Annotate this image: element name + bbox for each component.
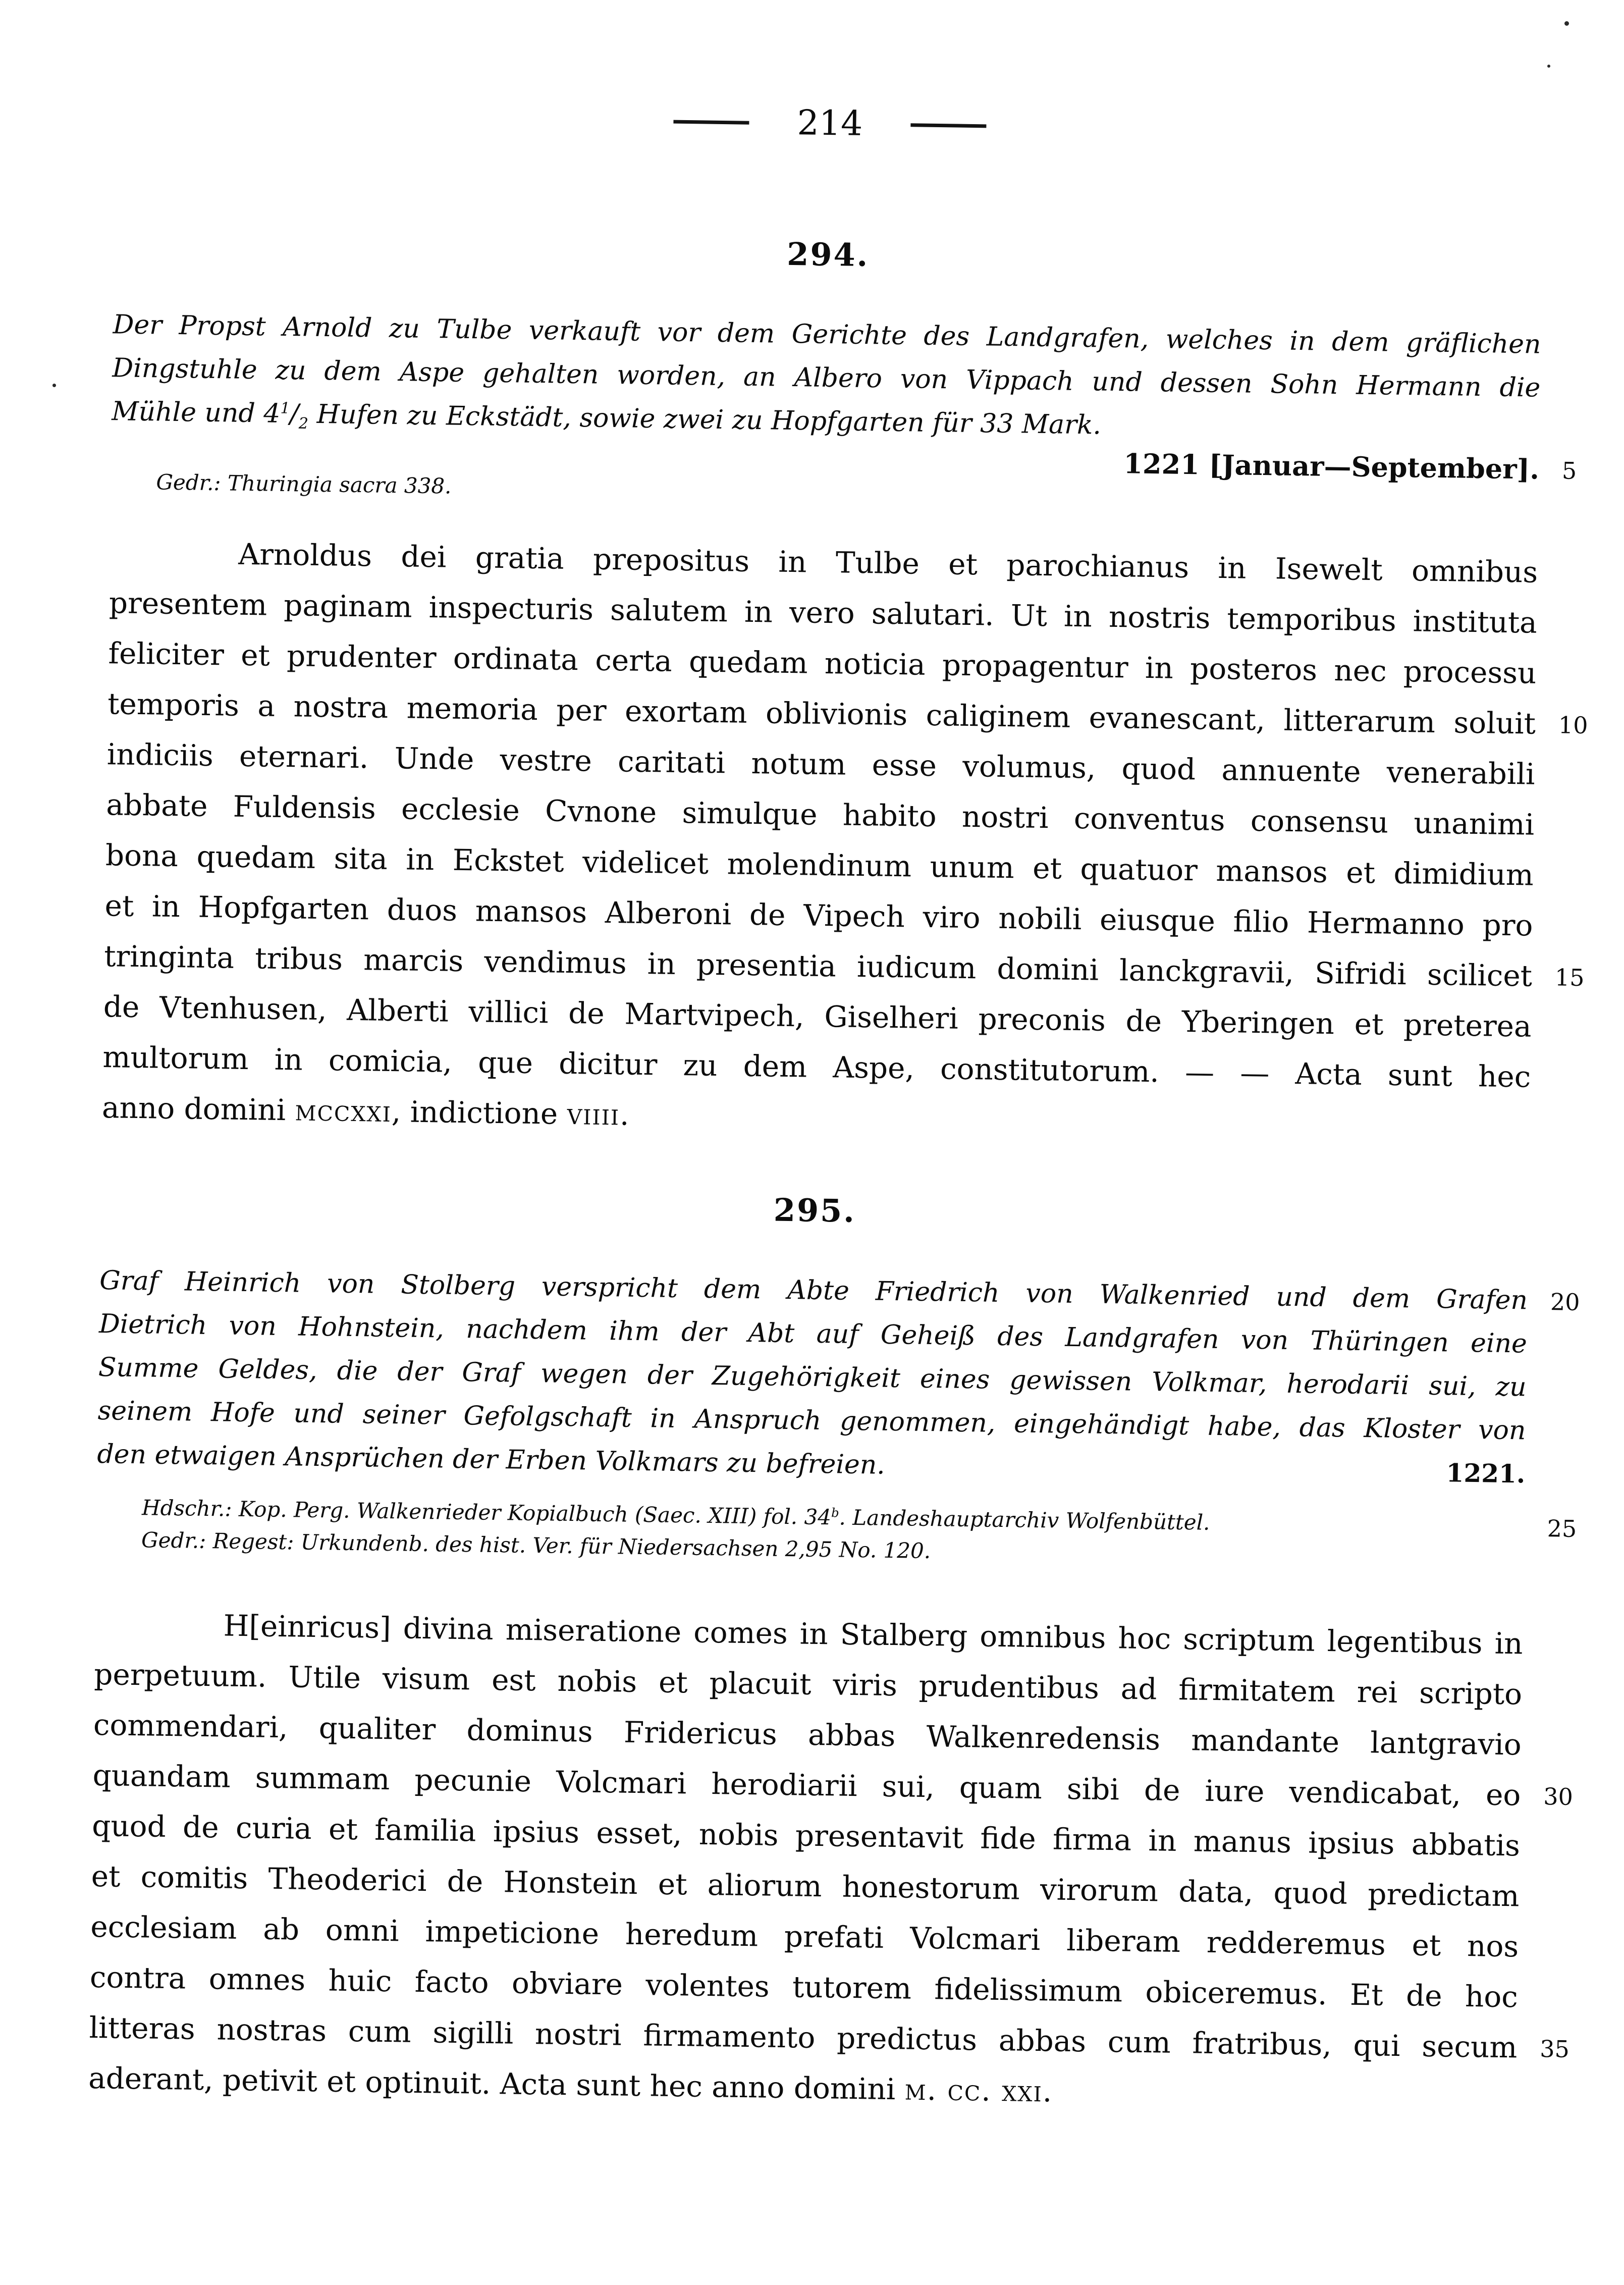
text-segment: feliciter et prudenter ordinata certa quedam noticia propagentur in posteros nec processu bbox=[108, 636, 1537, 690]
text-segment: contra omnes huic facto obviare volentes tutorem fidelissimum obiceremus. Et de hoc bbox=[89, 1959, 1519, 2014]
text-segment: litteras nostras cum sigilli nostri firmamento predictus abbas cum fratribus, qui secum bbox=[89, 2010, 1518, 2065]
text-segment: 2 bbox=[298, 414, 309, 433]
line-number: 20 bbox=[1550, 1288, 1580, 1316]
text-segment: et comitis Theoderici de Honstein et aliorum honestorum virorum data, quod predictam bbox=[91, 1858, 1520, 1914]
entry-summary bbox=[97, 1259, 1580, 1496]
text-segment: presentem paginam inspecturis salutem in vero salutari. Ut in nostris temporibus instituta bbox=[109, 586, 1538, 640]
text-segment: Der Propst Arnold zu Tulbe verkauft vor dem Gerichte des Landgrafen, welches in dem gräflichen bbox=[113, 309, 1541, 360]
line-number: 30 bbox=[1543, 1783, 1574, 1811]
text-segment: Summe Geldes, die der Graf wegen der Zugehörigkeit eines gewissen Volkmar, herodarii sui, zu bbox=[98, 1352, 1527, 1403]
scan-speck bbox=[1547, 65, 1550, 68]
text-segment: Gedr.: Regest: Urkundenb. des hist. Ver. für Niedersachsen 2,95 No. 120. bbox=[141, 1527, 931, 1564]
entry bbox=[101, 225, 1588, 1152]
text-segment: Mühle und 4 bbox=[111, 396, 281, 429]
text-segment: seinem Hofe und seiner Gefolgschaft in Anspruch genommen, eingehändigt habe, das Kloster von bbox=[97, 1395, 1526, 1446]
text-segment: . Landeshauptarchiv Wolfenbüttel. bbox=[839, 1505, 1210, 1535]
line-number: 25 bbox=[1547, 1515, 1577, 1543]
page-number: 214 bbox=[796, 103, 863, 144]
text-segment: bona quedam sita in Eckstet videlicet molendinum unum et quatuor mansos et dimidium bbox=[105, 838, 1534, 892]
text-segment: Hdschr.: Kop. Perg. Walkenrieder Kopialbuch (Saec. XIII) fol. 34 bbox=[141, 1495, 832, 1530]
text-segment: viiii bbox=[567, 1096, 620, 1132]
text-segment: Arnoldus dei gratia prepositus in Tulbe et parochianus in Isewelt omnibus bbox=[238, 537, 1538, 590]
text-segment: . bbox=[1042, 2074, 1052, 2109]
text-segment: Graf Heinrich von Stolberg verspricht dem Abte Friedrich von Walkenried und dem Grafen bbox=[99, 1265, 1528, 1316]
text-segment: abbate Fuldensis ecclesie Cvnone simulque habito nostri conventus consensu unanimi bbox=[105, 787, 1535, 842]
text-segment: multorum in comicia, que dicitur zu dem Aspe, constitutorum. — — Acta sunt hec bbox=[102, 1040, 1531, 1094]
line-number: 15 bbox=[1554, 964, 1585, 992]
text-segment: / bbox=[290, 399, 299, 430]
text-segment: indiciis eternari. Unde vestre caritati notum esse volumus, quod annuente venerabili bbox=[106, 737, 1536, 791]
text-segment: commendari, qualiter dominus Fridericus abbas Walkenredensis mandante lantgravio bbox=[93, 1707, 1522, 1762]
text-segment: Hufen zu Eckstädt, sowie zwei zu Hopfgarten für 33 Mark. bbox=[308, 399, 1102, 441]
header-rule-right bbox=[910, 123, 986, 128]
text-segment: , indictione bbox=[391, 1094, 568, 1131]
text-segment: den etwaigen Ansprüchen der Erben Volkmars zu befreien. bbox=[97, 1439, 886, 1480]
text-segment: tringinta tribus marcis vendimus in presentia iudicum domini lanckgravii, Sifridi scilicet bbox=[103, 939, 1533, 993]
text-segment: Dingstuhle zu dem Aspe gehalten worden, an Albero von Vippach und dessen Sohn Hermann die bbox=[112, 353, 1541, 403]
line-number: 10 bbox=[1558, 711, 1588, 739]
text-segment: quod de curia et familia ipsius esset, nobis presentavit fide firma in manus ipsius abbatis bbox=[91, 1808, 1521, 1863]
text-segment: anno domini bbox=[101, 1090, 296, 1128]
text-segment: quandam summam pecunie Volcmari herodiarii sui, quam sibi de iure vendicabat, eo bbox=[92, 1758, 1521, 1813]
scan-speck bbox=[1564, 21, 1569, 26]
line-number: 35 bbox=[1539, 2035, 1570, 2063]
text-segment: 1 bbox=[280, 399, 290, 417]
entry-body bbox=[101, 527, 1588, 1152]
entry-summary bbox=[112, 303, 1541, 453]
header-rule-left bbox=[674, 120, 749, 124]
page-header bbox=[116, 93, 1544, 154]
text-segment: de Vtenhusen, Alberti villici de Martvipech, Giselheri preconis de Yberingen et preterea bbox=[103, 989, 1532, 1044]
text-segment: aderant, petivit et optinuit. Acta sunt hec anno domini bbox=[88, 2060, 905, 2107]
text-segment: perpetuum. Utile visum est nobis et placuit viris prudentibus ad firmitatem rei scripto bbox=[93, 1657, 1523, 1712]
text-segment: m. cc. xxi bbox=[904, 2072, 1043, 2109]
entry-number: 295. bbox=[773, 1191, 856, 1230]
entry-date: 1221. bbox=[1446, 1458, 1526, 1489]
text-segment: . bbox=[619, 1097, 630, 1132]
entry bbox=[88, 1181, 1580, 2123]
text-segment: Gedr.: Thuringia sacra 338. bbox=[156, 469, 452, 499]
text-segment: b bbox=[831, 1505, 839, 1520]
scan-speck bbox=[52, 384, 56, 387]
text-segment: ecclesiam ab omni impeticione heredum prefati Volcmari liberam redderemus et nos bbox=[90, 1909, 1519, 1964]
line-number: 5 bbox=[1561, 457, 1577, 485]
text-segment: et in Hopfgarten duos mansos Alberoni de Vipech viro nobili eiusque filio Hermanno pro bbox=[104, 888, 1533, 943]
entries bbox=[88, 225, 1588, 2123]
entry-refs bbox=[96, 1491, 1577, 1576]
text-segment: mccxxi bbox=[295, 1093, 392, 1129]
text-segment: temporis a nostra memoria per exortam oblivionis caliginem evanescant, litterarum soluit bbox=[107, 686, 1536, 741]
entry-date: 1221 [Januar—September]. bbox=[1123, 447, 1540, 486]
page-content bbox=[88, 93, 1588, 2123]
text-segment: H[einricus] divina miseratione comes in Stalberg omnibus hoc scriptum legentibus in bbox=[223, 1608, 1524, 1661]
entry-number: 294. bbox=[786, 235, 870, 274]
entry-body bbox=[88, 1599, 1574, 2123]
text-segment: Dietrich von Hohnstein, nachdem ihm der Abt auf Geheiß des Landgrafen von Thüringen eine bbox=[98, 1309, 1528, 1359]
